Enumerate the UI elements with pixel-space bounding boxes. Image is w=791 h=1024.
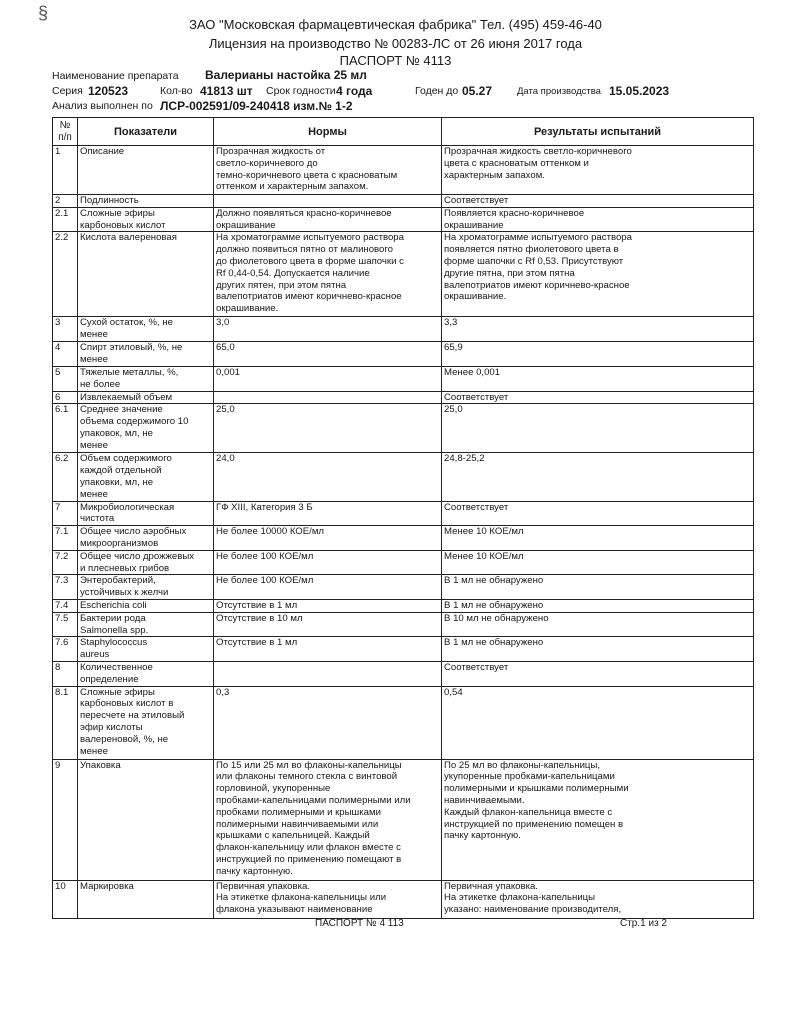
row-number: 7.4 xyxy=(53,599,78,612)
row-indicator: Энтеробактерий, устойчивых к желчи xyxy=(78,575,214,600)
row-number: 6 xyxy=(53,391,78,404)
col-header-number: № п/п xyxy=(53,118,78,146)
row-result: В 1 мл не обнаружено xyxy=(442,575,754,600)
production-date-label: Дата производства xyxy=(517,86,601,97)
row-number: 4 xyxy=(53,342,78,367)
row-result: На хроматограмме испытуемого раствора появляется пятно фиолетового цвета в форме шапочки с Rf 0,53. Присутствуют другие пятна, при этом пятна валепотриатов имеют коричнево-красное окрашивание. xyxy=(442,232,754,317)
drug-name-value: Валерианы настойка 25 мл xyxy=(205,68,367,82)
row-number: 2.2 xyxy=(53,232,78,317)
row-norm: Отсутствие в 1 мл xyxy=(214,637,442,662)
corner-scribble: § xyxy=(38,3,49,23)
quantity-value: 41813 шт xyxy=(200,84,253,98)
row-result: Соответствует xyxy=(442,661,754,686)
row-norm: Не более 100 КОЕ/мл xyxy=(214,575,442,600)
row-result: Первичная упаковка. На этикетке флакона-капельницы указано: наименование производителя, xyxy=(442,880,754,918)
row-result: Менее 10 КОЕ/мл xyxy=(442,550,754,575)
row-number: 5 xyxy=(53,366,78,391)
row-indicator: Staphylococcus aureus xyxy=(78,637,214,662)
row-norm: 0,001 xyxy=(214,366,442,391)
table-row xyxy=(53,637,754,662)
row-number: 7.6 xyxy=(53,637,78,662)
row-indicator: Спирт этиловый, %, не менее xyxy=(78,342,214,367)
table-row xyxy=(53,501,754,526)
row-indicator: Сложные эфиры карбоновых кислот xyxy=(78,207,214,232)
col-header-norm: Нормы xyxy=(214,118,442,146)
row-norm: Не более 100 КОЕ/мл xyxy=(214,550,442,575)
table-row xyxy=(53,550,754,575)
row-number: 6.2 xyxy=(53,453,78,501)
col-header-indicator: Показатели xyxy=(78,118,214,146)
row-norm: По 15 или 25 мл во флаконы-капельницы или флаконы темного стекла с винтовой горловиной, укупоренные пробками-капельницами полимерными или пробками полимерными и крышками полимерными навинчиваемыми или крышками с капельницей. Каждый флакон-капельницу или флакон вместе с инструкцией по применению помещают в пачку картонную. xyxy=(214,759,442,880)
row-number: 8 xyxy=(53,661,78,686)
row-result: Менее 0,001 xyxy=(442,366,754,391)
table-row xyxy=(53,526,754,551)
row-number: 2 xyxy=(53,195,78,208)
analysis-label: Анализ выполнен по xyxy=(52,100,153,112)
row-norm: Первичная упаковка. На этикетке флакона-капельницы или флакона указывают наименование xyxy=(214,880,442,918)
row-number: 7.2 xyxy=(53,550,78,575)
shelf-life-label: Срок годности xyxy=(266,85,336,97)
row-result: По 25 мл во флаконы-капельницы, укупоренные пробками-капельницами полимерными и крышками полимерными навинчиваемыми. Каждый флакон-капельница вместе с инструкцией по применению помещен в пачку картонную. xyxy=(442,759,754,880)
table-row xyxy=(53,342,754,367)
row-result: 25,0 xyxy=(442,404,754,453)
quantity-label: Кол-во xyxy=(160,85,193,97)
row-indicator: Описание xyxy=(78,146,214,195)
row-result: Появляется красно-коричневое окрашивание xyxy=(442,207,754,232)
row-indicator: Escherichia coli xyxy=(78,599,214,612)
row-indicator: Общее число дрожжевых и плесневых грибов xyxy=(78,550,214,575)
table-row xyxy=(53,232,754,317)
row-result: Соответствует xyxy=(442,501,754,526)
row-norm: ГФ XIII, Категория 3 Б xyxy=(214,501,442,526)
valid-until-label: Годен до xyxy=(415,85,459,97)
row-result: 65,9 xyxy=(442,342,754,367)
row-result: В 10 мл не обнаружено xyxy=(442,612,754,637)
col-header-result: Результаты испытаний xyxy=(442,118,754,146)
valid-until-value: 05.27 xyxy=(462,84,493,98)
row-indicator: Количественное определение xyxy=(78,661,214,686)
row-norm: Отсутствие в 10 мл xyxy=(214,612,442,637)
table-row xyxy=(53,366,754,391)
table-row xyxy=(53,391,754,404)
table-body xyxy=(53,146,754,919)
row-norm: Должно появляться красно-коричневое окрашивание xyxy=(214,207,442,232)
series-label: Серия xyxy=(52,85,83,97)
row-norm: 0,3 xyxy=(214,686,442,759)
row-result: В 1 мл не обнаружено xyxy=(442,637,754,662)
row-number: 7.5 xyxy=(53,612,78,637)
table-row xyxy=(53,686,754,759)
row-number: 10 xyxy=(53,880,78,918)
footer-page-number: Стр.1 из 2 xyxy=(620,918,667,929)
drug-name-label: Наименование препарата xyxy=(52,70,179,82)
series-value: 120523 xyxy=(88,84,129,98)
row-indicator: Среднее значение объема содержимого 10 упаковок, мл, не менее xyxy=(78,404,214,453)
row-indicator: Упаковка xyxy=(78,759,214,880)
table-row xyxy=(53,599,754,612)
table-row xyxy=(53,146,754,195)
row-number: 6.1 xyxy=(53,404,78,453)
row-norm: 25,0 xyxy=(214,404,442,453)
license-line: Лицензия на производство № 00283-ЛС от 26 июня 2017 года xyxy=(208,36,583,51)
row-norm xyxy=(214,391,442,404)
table-row xyxy=(53,880,754,918)
row-number: 2.1 xyxy=(53,207,78,232)
row-norm: 65,0 xyxy=(214,342,442,367)
row-number: 8.1 xyxy=(53,686,78,759)
production-date-value: 15.05.2023 xyxy=(609,84,670,98)
table-row xyxy=(53,612,754,637)
row-number: 1 xyxy=(53,146,78,195)
row-indicator: Извлекаемый объем xyxy=(78,391,214,404)
row-norm: Не более 10000 КОЕ/мл xyxy=(214,526,442,551)
row-norm xyxy=(214,661,442,686)
row-indicator: Общее число аэробных микроорганизмов xyxy=(78,526,214,551)
row-result: 3,3 xyxy=(442,317,754,342)
row-result: 0,54 xyxy=(442,686,754,759)
test-results-table xyxy=(52,117,754,919)
row-indicator: Маркировка xyxy=(78,880,214,918)
row-result: Соответствует xyxy=(442,195,754,208)
row-result: 24,8-25,2 xyxy=(442,453,754,501)
row-indicator: Бактерии рода Salmonella spp. xyxy=(78,612,214,637)
row-number: 3 xyxy=(53,317,78,342)
row-norm: На хроматограмме испытуемого раствора должно появиться пятно от малинового до фиолетового цвета в форме шапочки с Rf 0,44-0,54. Допускается наличие других пятен, при этом пятна валепотриатов имеют коричнево-красное окрашивание. xyxy=(214,232,442,317)
row-norm: 3,0 xyxy=(214,317,442,342)
passport-title: ПАСПОРТ № 4113 xyxy=(339,53,452,68)
row-number: 7.3 xyxy=(53,575,78,600)
table-row xyxy=(53,661,754,686)
table-row xyxy=(53,404,754,453)
row-result: В 1 мл не обнаружено xyxy=(442,599,754,612)
table-row xyxy=(53,759,754,880)
table-header-row xyxy=(53,118,754,146)
row-norm: 24,0 xyxy=(214,453,442,501)
row-number: 7.1 xyxy=(53,526,78,551)
row-norm: Прозрачная жидкость от светло-коричневого до темно-коричневого цвета с красноватым оттенком и характерным запахом. xyxy=(214,146,442,195)
footer-passport-number: ПАСПОРТ № 4 113 xyxy=(315,918,404,929)
row-norm: Отсутствие в 1 мл xyxy=(214,599,442,612)
company-header: ЗАО "Московская фармацевтическая фабрика" Тел. (495) 459-46-40 xyxy=(189,17,602,32)
row-indicator: Подлинность xyxy=(78,195,214,208)
row-result: Соответствует xyxy=(442,391,754,404)
table-row xyxy=(53,207,754,232)
row-indicator: Тяжелые металлы, %, не более xyxy=(78,366,214,391)
row-result: Прозрачная жидкость светло-коричневого цвета с красноватым оттенком и характерным запахом. xyxy=(442,146,754,195)
row-indicator: Сухой остаток, %, не менее xyxy=(78,317,214,342)
row-indicator: Сложные эфиры карбоновых кислот в пересчете на этиловый эфир кислоты валереновой, %, не менее xyxy=(78,686,214,759)
row-norm xyxy=(214,195,442,208)
table-row xyxy=(53,317,754,342)
row-number: 7 xyxy=(53,501,78,526)
row-indicator: Объем содержимого каждой отдельной упаковки, мл, не менее xyxy=(78,453,214,501)
table-row xyxy=(53,575,754,600)
row-indicator: Микробиологическая чистота xyxy=(78,501,214,526)
table-row xyxy=(53,453,754,501)
analysis-value: ЛСР-002591/09-240418 изм.№ 1-2 xyxy=(160,99,353,113)
shelf-life-value: 4 года xyxy=(336,84,373,98)
row-number: 9 xyxy=(53,759,78,880)
row-indicator: Кислота валереновая xyxy=(78,232,214,317)
table-row xyxy=(53,195,754,208)
row-result: Менее 10 КОЕ/мл xyxy=(442,526,754,551)
